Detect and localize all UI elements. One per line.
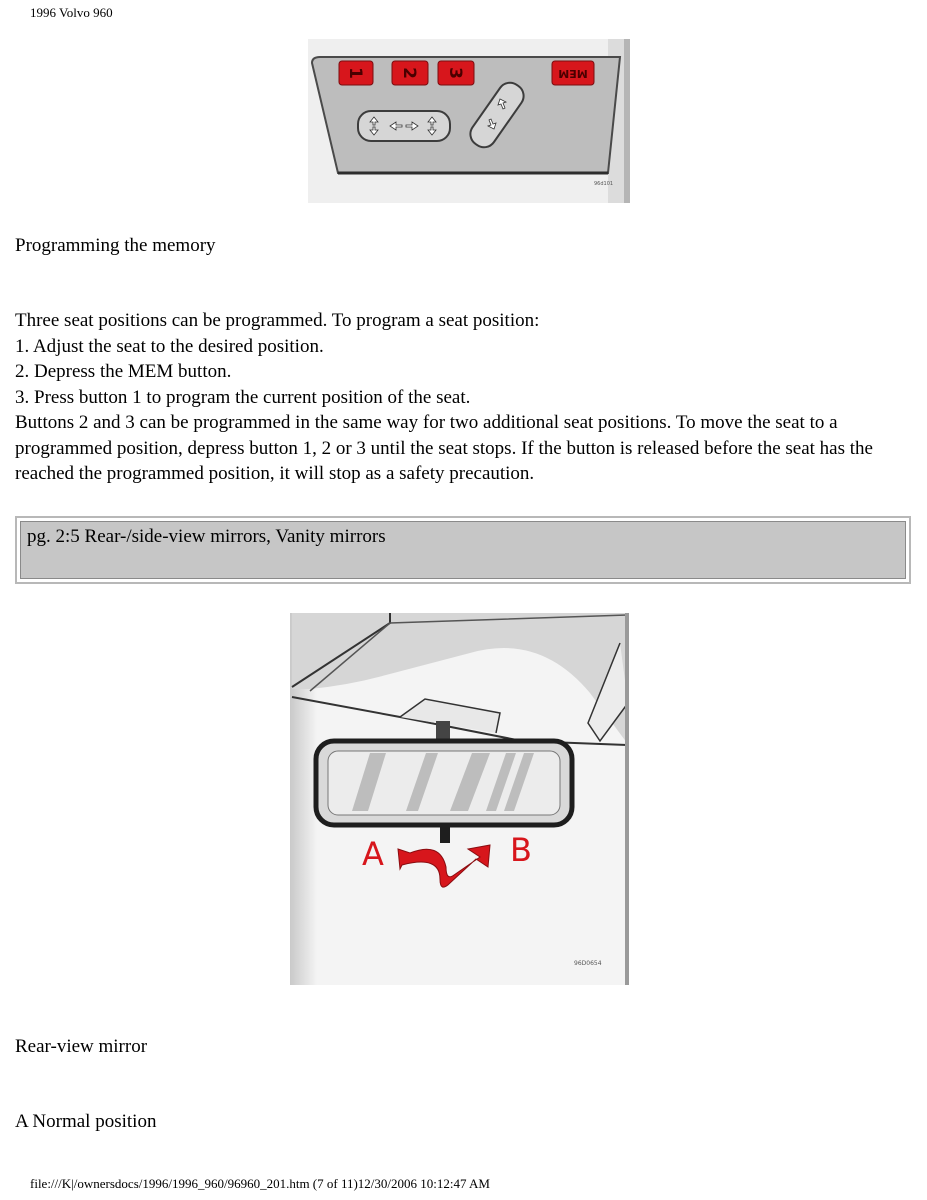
document-header: 1996 Volvo 960 <box>30 5 113 20</box>
memory-button-2 <box>392 61 428 85</box>
section-heading-rear-view-mirror: Rear-view mirror <box>15 1036 148 1057</box>
seat-cushion-switch-icon <box>358 111 450 141</box>
seat-memory-panel-illustration <box>308 39 630 203</box>
section-heading-programming-memory: Programming the memory <box>15 235 216 256</box>
position-label-a: A <box>362 835 384 873</box>
document-footer-path: file:///K|/ownersdocs/1996/1996_960/96960_201.htm (7 of 11)12/30/2006 10:12:47 AM <box>30 1176 490 1191</box>
memory-button-3-label: 3 <box>445 67 465 79</box>
instruction-step-3: 3. Press button 1 to program the current position of the seat. <box>15 386 471 408</box>
instruction-step-2: 2. Depress the MEM button. <box>15 361 232 382</box>
section-banner <box>15 516 911 584</box>
section-banner-title: pg. 2:5 Rear-/side-view mirrors, Vanity mirrors <box>20 521 906 579</box>
memory-button-3 <box>438 61 474 85</box>
memory-mem-button-label: MEM <box>558 67 588 80</box>
memory-button-1-label: 1 <box>345 67 365 79</box>
memory-mem-button <box>552 61 594 85</box>
position-label-b: B <box>510 831 532 869</box>
figure-code: 96d101 <box>594 181 614 187</box>
position-a-description: A Normal position <box>15 1111 157 1132</box>
instruction-intro: Three seat positions can be programmed. To program a seat position: <box>15 310 540 331</box>
programming-instructions <box>15 308 915 487</box>
instruction-additional-info: Buttons 2 and 3 can be programmed in the same way for two additional seat positions. To move the seat to a programmed position, depress button 1, 2 or 3 until the seat stops. If the button is released before the seat has the reached the programmed position, it will stop as a safety precaution. <box>15 412 873 484</box>
rear-view-mirror-illustration <box>290 613 629 985</box>
memory-button-1 <box>339 61 373 85</box>
memory-button-2-label: 2 <box>399 67 419 79</box>
figure-code: 96D0654 <box>574 960 602 967</box>
instruction-step-1: 1. Adjust the seat to the desired position. <box>15 335 324 357</box>
